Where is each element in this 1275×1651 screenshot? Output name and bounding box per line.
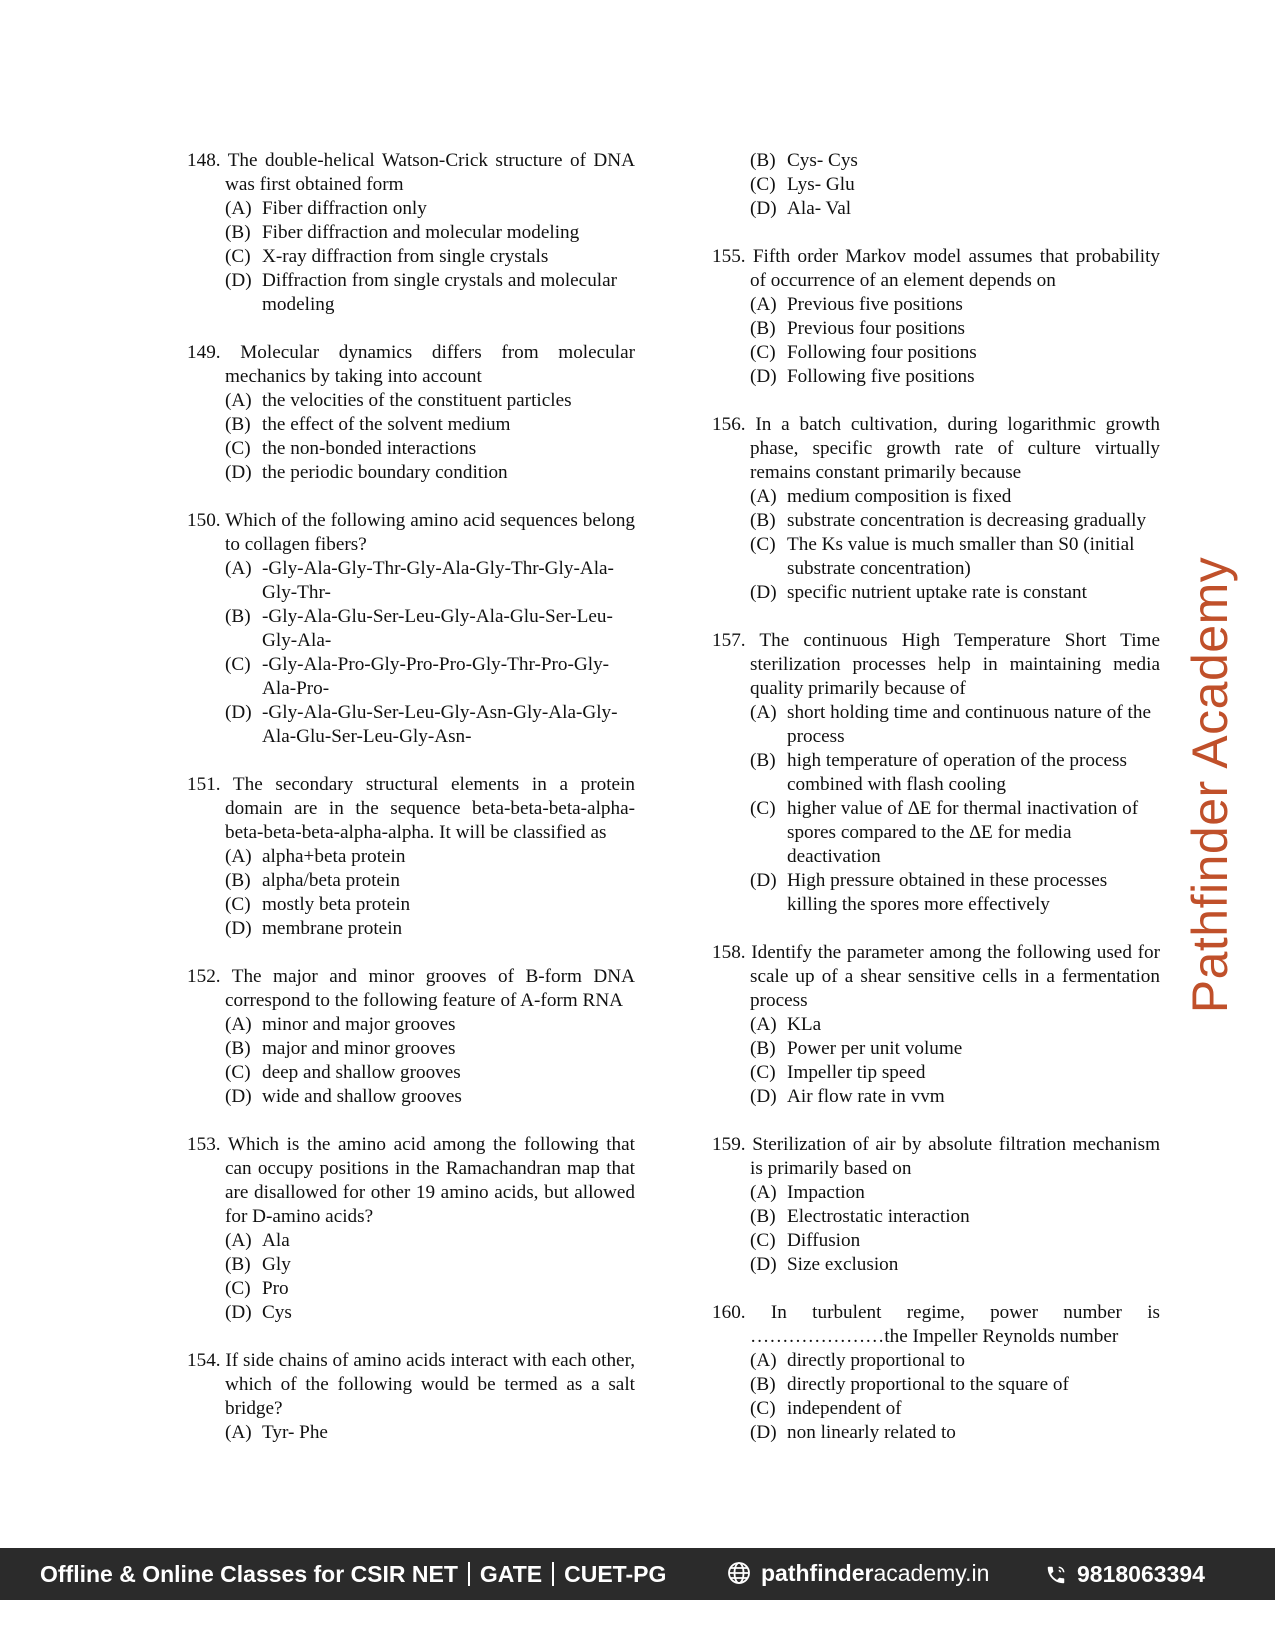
option-text: Diffusion <box>787 1230 861 1251</box>
answer-option <box>187 197 635 221</box>
option-text: medium composition is fixed <box>787 486 1012 507</box>
option-label: (C) <box>750 1062 776 1083</box>
option-label: (C) <box>750 1398 776 1419</box>
option-text: Ala- Val <box>787 198 852 219</box>
option-label: (C) <box>750 342 776 363</box>
question-number: 150. <box>187 510 221 531</box>
question-number: 154. <box>187 1350 221 1371</box>
option-label: (D) <box>750 870 777 891</box>
option-label: (B) <box>750 1374 776 1395</box>
option-text: deep and shallow grooves <box>262 1062 461 1083</box>
answer-option <box>187 653 635 701</box>
side-brand-watermark: Pathfinder Academy <box>1182 556 1238 1014</box>
option-label: (A) <box>750 1182 777 1203</box>
option-text: major and minor grooves <box>262 1038 456 1059</box>
question-number: 157. <box>712 630 746 651</box>
question-number: 153. <box>187 1134 221 1155</box>
question-150 <box>187 509 635 749</box>
option-text: specific nutrient uptake rate is constant <box>787 582 1087 603</box>
question-151 <box>187 773 635 941</box>
answer-option <box>187 269 635 317</box>
option-text: Cys- Cys <box>787 150 858 171</box>
option-text: the non-bonded interactions <box>262 438 477 459</box>
right-column <box>712 149 1160 1469</box>
option-text: Lys- Glu <box>787 174 855 195</box>
option-label: (C) <box>750 534 776 555</box>
question-number: 148. <box>187 150 221 171</box>
option-text: higher value of ∆E for thermal inactivation of spores compared to the ∆E for media deactivation <box>787 798 1139 867</box>
question-number: 149. <box>187 342 221 363</box>
option-text: Following five positions <box>787 366 975 387</box>
option-label: (A) <box>225 198 252 219</box>
question-stem <box>187 1349 635 1421</box>
option-text: wide and shallow grooves <box>262 1086 462 1107</box>
option-text: directly proportional to <box>787 1350 965 1371</box>
phone-number: 9818063394 <box>1077 1561 1205 1587</box>
answer-option <box>187 1037 635 1061</box>
question-stem <box>187 965 635 1013</box>
answer-option <box>187 461 635 485</box>
globe-icon <box>727 1561 751 1591</box>
option-label: (A) <box>225 846 252 867</box>
question-number: 151. <box>187 774 221 795</box>
option-label: (A) <box>225 1422 252 1443</box>
option-text: -Gly-Ala-Pro-Gly-Pro-Pro-Gly-Thr-Pro-Gly-Ala-Pro- <box>262 654 610 699</box>
question-text: The secondary structural elements in a protein domain are in the sequence beta-beta-beta-alpha-beta-beta-beta-alpha-alpha. It will be classified as <box>225 774 635 843</box>
answer-option <box>187 605 635 653</box>
answer-option <box>712 485 1160 509</box>
question-156 <box>712 413 1160 605</box>
answer-option <box>712 293 1160 317</box>
option-label: (B) <box>225 870 251 891</box>
question-stem <box>187 149 635 197</box>
option-label: (D) <box>750 582 777 603</box>
question-text: The major and minor grooves of B-form DNA correspond to the following feature of A-form RNA <box>225 966 635 1011</box>
left-column <box>187 149 635 1469</box>
question-158 <box>712 941 1160 1109</box>
answer-option <box>712 797 1160 869</box>
option-label: (D) <box>225 462 252 483</box>
option-text: the velocities of the constituent particles <box>262 390 572 411</box>
question-text: The double-helical Watson-Crick structure of DNA was first obtained form <box>225 150 635 195</box>
answer-option <box>712 1061 1160 1085</box>
footer-classes <box>40 1561 666 1588</box>
option-label: (B) <box>225 414 251 435</box>
option-text: the periodic boundary condition <box>262 462 508 483</box>
answer-option <box>187 917 635 941</box>
option-label: (A) <box>750 702 777 723</box>
option-label: (A) <box>225 1014 252 1035</box>
answer-option <box>712 1205 1160 1229</box>
option-label: (C) <box>750 1230 776 1251</box>
option-text: -Gly-Ala-Glu-Ser-Leu-Gly-Ala-Glu-Ser-Leu-Gly-Ala- <box>262 606 613 651</box>
footer-phone[interactable] <box>1045 1561 1205 1592</box>
option-text: Previous five positions <box>787 294 963 315</box>
footer-exam-cuet: CUET-PG <box>564 1561 667 1587</box>
option-text: Pro <box>262 1278 289 1299</box>
question-text: Molecular dynamics differs from molecular mechanics by taking into account <box>225 342 635 387</box>
option-text: Power per unit volume <box>787 1038 963 1059</box>
option-text: Electrostatic interaction <box>787 1206 970 1227</box>
option-text: Previous four positions <box>787 318 966 339</box>
question-number: 159. <box>712 1134 746 1155</box>
option-label: (D) <box>750 1254 777 1275</box>
answer-option <box>712 173 1160 197</box>
answer-option <box>187 701 635 749</box>
website-name-rest: academy.in <box>873 1560 990 1586</box>
answer-option <box>712 749 1160 797</box>
option-label: (C) <box>225 654 251 675</box>
answer-option <box>187 437 635 461</box>
question-stem <box>187 509 635 557</box>
option-label: (C) <box>225 894 251 915</box>
option-text: alpha+beta protein <box>262 846 406 867</box>
question-text: The continuous High Temperature Short Time sterilization processes help in maintaining media quality primarily because of <box>750 630 1160 699</box>
option-label: (A) <box>750 1014 777 1035</box>
answer-option <box>712 1037 1160 1061</box>
option-text: -Gly-Ala-Glu-Ser-Leu-Gly-Asn-Gly-Ala-Gly-Ala-Glu-Ser-Leu-Gly-Asn- <box>262 702 618 747</box>
option-label: (C) <box>750 174 776 195</box>
option-text: The Ks value is much smaller than S0 (initial substrate concentration) <box>787 534 1135 579</box>
divider <box>552 1562 554 1586</box>
phone-icon <box>1045 1564 1067 1592</box>
answer-option <box>712 1229 1160 1253</box>
option-label: (B) <box>750 750 776 771</box>
answer-option <box>187 1421 635 1445</box>
option-text: membrane protein <box>262 918 403 939</box>
answer-option <box>187 893 635 917</box>
answer-option <box>187 1253 635 1277</box>
question-text: If side chains of amino acids interact with each other, which of the following would be termed as a salt bridge? <box>225 1350 635 1419</box>
answer-option <box>712 701 1160 749</box>
option-text: substrate concentration is decreasing gradually <box>787 510 1147 531</box>
option-text: X-ray diffraction from single crystals <box>262 246 549 267</box>
answer-option <box>712 1397 1160 1421</box>
answer-option <box>187 1013 635 1037</box>
option-text: High pressure obtained in these processes killing the spores more effectively <box>787 870 1108 915</box>
answer-option <box>712 365 1160 389</box>
option-label: (A) <box>750 1350 777 1371</box>
footer-banner <box>0 1548 1275 1600</box>
question-stem <box>187 341 635 389</box>
question-stem <box>712 941 1160 1013</box>
question-154 <box>187 1349 635 1445</box>
question-number: 152. <box>187 966 221 987</box>
option-text: Cys <box>262 1302 292 1323</box>
question-text: Which of the following amino acid sequences belong to collagen fibers? <box>225 510 636 555</box>
option-label: (A) <box>225 558 252 579</box>
answer-option <box>712 1421 1160 1445</box>
question-continued <box>712 149 1160 221</box>
question-152 <box>187 965 635 1109</box>
option-label: (D) <box>750 366 777 387</box>
option-text: minor and major grooves <box>262 1014 456 1035</box>
option-text: Following four positions <box>787 342 977 363</box>
divider <box>468 1562 470 1586</box>
option-label: (A) <box>225 1230 252 1251</box>
option-label: (B) <box>225 1254 251 1275</box>
answer-option <box>187 413 635 437</box>
answer-option <box>187 1229 635 1253</box>
option-label: (B) <box>750 1038 776 1059</box>
question-148 <box>187 149 635 317</box>
answer-option <box>187 557 635 605</box>
option-label: (A) <box>750 486 777 507</box>
option-text: Gly <box>262 1254 291 1275</box>
option-text: Diffraction from single crystals and molecular modeling <box>262 270 618 315</box>
option-label: (D) <box>750 198 777 219</box>
answer-option <box>187 1277 635 1301</box>
option-label: (B) <box>225 1038 251 1059</box>
question-153 <box>187 1133 635 1325</box>
option-label: (C) <box>225 438 251 459</box>
question-stem <box>712 245 1160 293</box>
question-stem <box>712 413 1160 485</box>
option-text: alpha/beta protein <box>262 870 400 891</box>
option-label: (D) <box>750 1086 777 1107</box>
question-text: In turbulent regime, power number is …………………the Impeller Reynolds number <box>750 1302 1161 1347</box>
option-label: (D) <box>750 1422 777 1443</box>
option-text: -Gly-Ala-Gly-Thr-Gly-Ala-Gly-Thr-Gly-Ala-Gly-Thr- <box>262 558 614 603</box>
answer-option <box>712 1349 1160 1373</box>
question-number: 158. <box>712 942 746 963</box>
website-name-bold: pathfinder <box>761 1560 874 1586</box>
option-text: the effect of the solvent medium <box>262 414 511 435</box>
question-stem <box>187 1133 635 1229</box>
question-text: Sterilization of air by absolute filtration mechanism is primarily based on <box>750 1134 1161 1179</box>
option-label: (D) <box>225 270 252 291</box>
answer-option <box>712 317 1160 341</box>
option-text: Ala <box>262 1230 290 1251</box>
question-number: 155. <box>712 246 746 267</box>
question-text: Identify the parameter among the following used for scale up of a shear sensitive cells in a fermentation process <box>750 942 1160 1011</box>
footer-classes-text: Offline & Online Classes for CSIR NET <box>40 1561 458 1587</box>
option-label: (C) <box>225 246 251 267</box>
question-159 <box>712 1133 1160 1277</box>
answer-option <box>712 509 1160 533</box>
option-label: (B) <box>750 318 776 339</box>
option-text: non linearly related to <box>787 1422 956 1443</box>
option-label: (B) <box>750 150 776 171</box>
option-label: (C) <box>225 1278 251 1299</box>
question-stem <box>712 1301 1160 1349</box>
question-stem <box>712 1133 1160 1181</box>
option-label: (B) <box>750 510 776 531</box>
option-text: Fiber diffraction and molecular modeling <box>262 222 580 243</box>
question-text: Which is the amino acid among the following that can occupy positions in the Ramachandran map that are disallowed for other 19 amino acids, but allowed for D-amino acids? <box>225 1134 635 1227</box>
answer-option <box>712 1373 1160 1397</box>
footer-website-link[interactable] <box>727 1560 989 1591</box>
question-text: In a batch cultivation, during logarithmic growth phase, specific growth rate of culture virtually remains constant primarily because <box>750 414 1161 483</box>
option-label: (B) <box>750 1206 776 1227</box>
option-text: Size exclusion <box>787 1254 899 1275</box>
option-text: short holding time and continuous nature of the process <box>787 702 1151 747</box>
question-stem <box>187 773 635 845</box>
option-label: (A) <box>225 390 252 411</box>
answer-option <box>712 581 1160 605</box>
option-text: mostly beta protein <box>262 894 411 915</box>
option-text: independent of <box>787 1398 902 1419</box>
option-label: (D) <box>225 702 252 723</box>
option-label: (D) <box>225 1302 252 1323</box>
answer-option <box>187 1061 635 1085</box>
option-text: directly proportional to the square of <box>787 1374 1069 1395</box>
question-155 <box>712 245 1160 389</box>
question-text: Fifth order Markov model assumes that probability of occurrence of an element depends on <box>750 246 1161 291</box>
question-149 <box>187 341 635 485</box>
question-number: 160. <box>712 1302 746 1323</box>
answer-option <box>187 389 635 413</box>
option-label: (B) <box>225 606 251 627</box>
answer-option <box>712 533 1160 581</box>
answer-option <box>187 1301 635 1325</box>
option-label: (C) <box>750 798 776 819</box>
answer-option <box>187 869 635 893</box>
answer-option <box>712 1085 1160 1109</box>
option-text: Impeller tip speed <box>787 1062 926 1083</box>
answer-option <box>712 1253 1160 1277</box>
question-157 <box>712 629 1160 917</box>
answer-option <box>187 221 635 245</box>
answer-option <box>712 1013 1160 1037</box>
option-text: high temperature of operation of the process combined with flash cooling <box>787 750 1127 795</box>
option-label: (C) <box>225 1062 251 1083</box>
answer-option <box>712 197 1160 221</box>
answer-option <box>187 1085 635 1109</box>
answer-option <box>187 245 635 269</box>
answer-option <box>712 1181 1160 1205</box>
answer-option <box>712 341 1160 365</box>
option-text: Tyr- Phe <box>262 1422 328 1443</box>
option-text: KLa <box>787 1014 822 1035</box>
option-label: (D) <box>225 1086 252 1107</box>
footer-exam-gate: GATE <box>479 1561 543 1587</box>
option-text: Fiber diffraction only <box>262 198 427 219</box>
option-text: Air flow rate in vvm <box>787 1086 945 1107</box>
question-160 <box>712 1301 1160 1445</box>
answer-option <box>712 149 1160 173</box>
question-stem <box>712 629 1160 701</box>
answer-option <box>712 869 1160 917</box>
option-label: (A) <box>750 294 777 315</box>
option-label: (D) <box>225 918 252 939</box>
question-number: 156. <box>712 414 746 435</box>
answer-option <box>187 845 635 869</box>
option-text: Impaction <box>787 1182 865 1203</box>
option-label: (B) <box>225 222 251 243</box>
